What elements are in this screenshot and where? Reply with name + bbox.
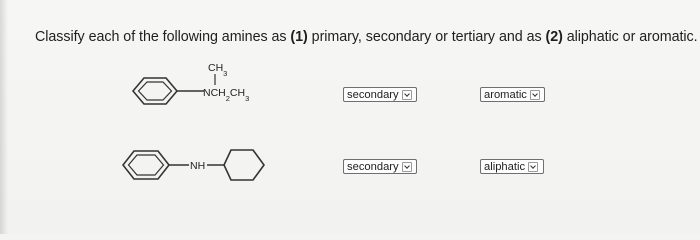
molecule-2-structure [113, 138, 283, 190]
question-prefix: Classify each of the following amines as [35, 29, 291, 45]
question-mid: primary, secondary or tertiary and as [307, 29, 546, 45]
benzene-ring-1-inner [139, 82, 172, 100]
chevron-down-icon [528, 162, 538, 172]
n-ethyl-label: $NCH_2CH_3$ [203, 87, 250, 103]
row-1-degree-select[interactable] [343, 87, 417, 102]
row-2-type-value: aliphatic [484, 160, 526, 173]
row-2-degree-value: secondary [347, 160, 399, 173]
question-suffix: aliphatic or aromatic. [562, 29, 698, 45]
row-1-type-select[interactable] [480, 87, 545, 102]
row-2-degree-select[interactable] [343, 159, 417, 174]
cyclohexane-ring [224, 150, 264, 180]
chevron-down-icon [402, 90, 412, 100]
benzene-ring-2-inner [129, 155, 164, 175]
chevron-down-icon [530, 90, 540, 100]
row-1-degree-value: secondary [347, 88, 399, 101]
molecule-1-structure [130, 58, 300, 120]
molecule-1-drawing [130, 58, 300, 120]
question-number-1: (1) [290, 29, 308, 45]
question-text [35, 29, 698, 45]
methyl-label: $CH_3$ [208, 62, 228, 78]
row-2-type-select[interactable] [480, 159, 544, 174]
molecule-2-drawing [113, 138, 283, 190]
page-edge-shadow [0, 0, 8, 234]
nh-label: NH [190, 160, 206, 172]
chevron-down-icon [402, 162, 412, 172]
question-number-2: (2) [545, 29, 563, 45]
row-1-type-value: aromatic [484, 88, 527, 101]
